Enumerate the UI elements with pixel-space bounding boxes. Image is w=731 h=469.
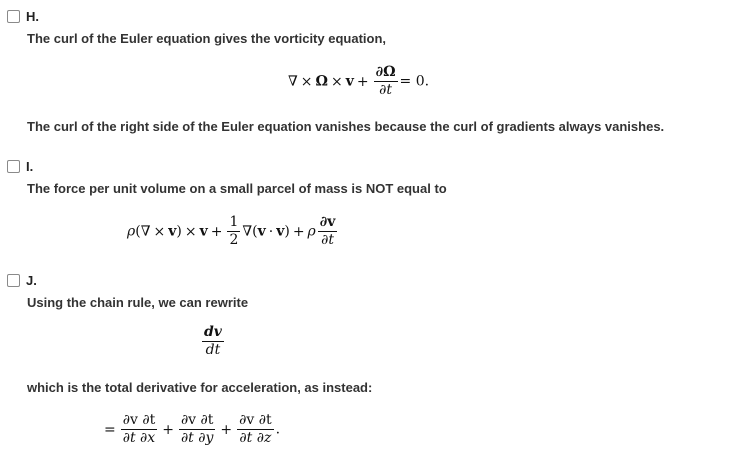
nabla-symbol: ∇ (288, 73, 298, 90)
option-j-chain-rule-expression: = $\frac{\partial v \partial t}{\partial t \partial x}$ + $\frac{\partial v \partial t}{\partial t \partial y}$ + $\frac{\partial v \partial t}{\partial t \partial z}$ . (104, 412, 281, 446)
option-h-text-2: The curl of the right side of the Euler equation vanishes because the curl of gradients always vanishes. (27, 119, 665, 134)
option-i-force-expression: ρ(∇ × v) × v + $\frac{1}{2}$ ∇(v · v) + ρ $\frac{\partial v}{\partial t}$ (127, 214, 336, 248)
option-i-letter: I. (26, 159, 34, 174)
half-fraction: $\frac{1}{2}$ (229, 214, 239, 248)
option-j-dv-dt: $\frac{dv}{dt}$ (204, 324, 222, 358)
option-h-vorticity-equation: ∇ × Ω × v + $\frac{\partial\Omega}{\partial t}$ = 0. (288, 64, 430, 98)
option-h-letter: H. (26, 9, 39, 24)
option-h-checkbox[interactable] (7, 10, 20, 23)
option-j-text-2: which is the total derivative for acceleration, as instead: (27, 380, 373, 395)
partial-v-fraction: $\frac{\partial v}{\partial t}$ (319, 214, 336, 248)
option-i-checkbox[interactable] (7, 160, 20, 173)
partial-omega-fraction: $\frac{\partial\Omega}{\partial t}$ (375, 64, 396, 98)
option-j-checkbox[interactable] (7, 274, 20, 287)
omega-symbol: Ω (315, 73, 328, 90)
option-i-text-1: The force per unit volume on a small parcel of mass is NOT equal to (27, 181, 447, 196)
option-j-letter: J. (26, 273, 37, 288)
option-h-text-1: The curl of the Euler equation gives the vorticity equation, (27, 31, 386, 46)
option-j-text-1: Using the chain rule, we can rewrite (27, 295, 249, 310)
